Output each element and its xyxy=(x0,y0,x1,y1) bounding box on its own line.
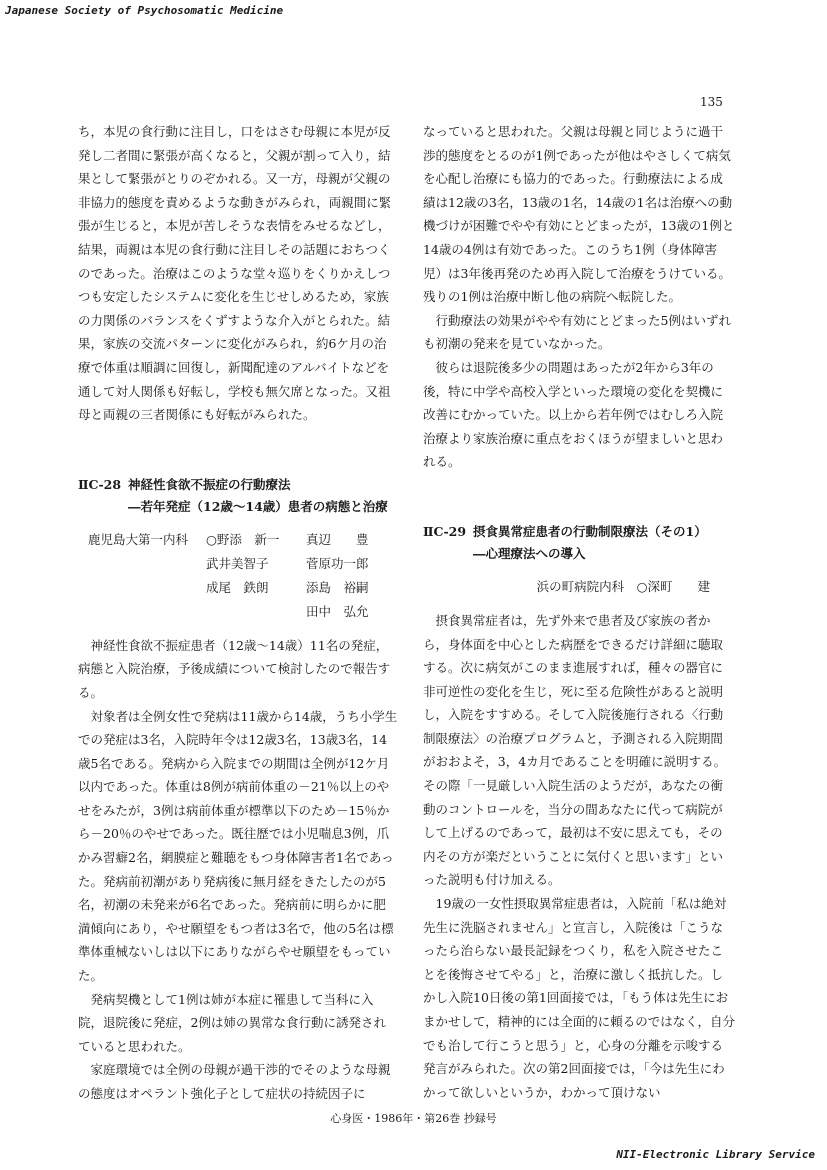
author: 真辺 豊 xyxy=(306,531,369,547)
continuation-paragraph: ち，本児の食行動に注目し，口をはさむ母親に本児が反発し二者間に緊張が高くなると，父親が割って入り，結果として緊張がとりのぞかれる。又一方，母親が父親の非協力的態度を責めるような動きがみられ，両親間に緊張が生じると，本児が苦しそうな表情をみせるなどし，結果，両親は本児の食行動に注目しその話題におちつくのであった。治療はこのような堂々巡りをくりかえしつつも安定したシステムに変化を生じせしめるため，家族の力関係のバランスをくずすような介入がとられた。結果，家族の交流パターンに変化がみられ，約6ケ月の治療で体重は順調に回復し，新聞配達のアルバイトなどを通して対人関係も好転し，学校も無欠席となった。又祖母と両親の三者関係にも好転がみられた。 xyxy=(78,124,392,423)
journal-header: Japanese Society of Psychosomatic Medicine xyxy=(5,4,284,17)
abstract-28-number: ⅡC-28 xyxy=(78,476,122,492)
abstract-28-subtitle: ―若年発症（12歳～14歳）患者の病態と治療 xyxy=(128,498,388,514)
right-paragraph: 行動療法の効果がやや有効にとどまった5例はいずれも初潮の発来を見ていなかった。 xyxy=(423,312,731,352)
author: 成尾 鉄朗 xyxy=(206,579,269,595)
abstract-29-title-line xyxy=(423,521,735,543)
abstract-28-paragraph: 対象者は全例女性で発病は11歳から14歳，うち小学生での発症は3名，入院時年令は12歳3名，13歳3名，14歳5名である。発病から入院までの期間は全例が12ケ月以内であった。体重は8例が病前体重の－21％以上のやせをみたが，3例は病前体重が標準以下のため－15％から－20％のやせであった。既往歴では小児喘息3例，爪かみ習癖2名，網膜症と難聴をもつ身体障害者1名であった。発病前初潮があり発病後に無月経をきたしたのが5名，初潮の未発来が6名であった。発病前に明らかに肥満傾向にあり，やせ願望をもつ者は3名で，他の5名は標準体重械ないしは以下にありながらやせ願望をもっていた。 xyxy=(78,708,398,984)
right-column xyxy=(423,120,735,1104)
left-column xyxy=(78,120,398,1106)
author: 田中 弘允 xyxy=(306,603,369,619)
abstract-29-subtitle: ―心理療法への導入 xyxy=(473,545,586,561)
abstract-28-paragraph: 神経性食欲不振症患者（12歳～14歳）11名の発症，病態と入院治療，予後成績について検討したので報告する。 xyxy=(78,637,391,700)
page-number: 135 xyxy=(700,95,723,109)
abstract-29-affiliation-author: 浜の町病院内科 ○深町 建 xyxy=(536,578,710,594)
abstract-28-paragraph: 家庭環境では全例の母親が過干渉的でそのような母親の態度はオペラント強化子として症状の持続因子に xyxy=(78,1062,391,1101)
author: 添島 裕嗣 xyxy=(306,579,369,595)
right-paragraph: なっていると思われた。父親は母親と同じように過干渉的態度をとるのが1例であったが他はやさしくて病気を心配し治療にも協力的であった。行動療法による成績は12歳の3名，13歳の1名，14歳の1名は治療への動機づけが困難でやや有効にとどまったが，13歳の1例と14歳の4例は有効であった。このうち1例（身体障害児）は3年後再発のため再入院して治療をうけている。残りの1例は治療中断し他の病院へ転院した。 xyxy=(423,124,735,305)
abstract-28-paragraph: 発病契機として1例は姉が本症に罹患して当科に入院，退院後に発症，2例は姉の異常な食行動に誘発されていると思われた。 xyxy=(78,991,386,1054)
abstract-29-paragraph: 摂食異常症者は，先ず外来で患者及び家族の者から，身体面を中心とした病歴をできるだけ詳細に聴取する。次に病気がこのまま進展すれば，種々の器官に非可逆性の変化を生じ，死に至る危険性があると説明し，入院をすすめる。そして入院後施行される〈行動制限療法〉の治療プログラムと，予測される入院期間がおおよそ，3，4カ月であることを明確に説明する。その際「一見厳しい入院生活のようだが，あなたの衝動のコントロールを，当分の間あなたに代って病院がして上げるのであって，最初は不安に思えても，その内その方が楽だということに気付くと思います」といった説明も付け加える。 xyxy=(423,612,727,888)
library-credit: NII-Electronic Library Service xyxy=(616,1148,815,1161)
author: 武井美智子 xyxy=(206,555,269,571)
abstract-28-title-line xyxy=(78,474,398,496)
journal-footer: 心身医・1986年・第26巻 抄録号 xyxy=(330,1112,497,1125)
abstract-29 xyxy=(423,521,735,1104)
abstract-29-number: ⅡC-29 xyxy=(423,523,467,539)
abstract-28 xyxy=(78,474,398,1106)
affiliation: 鹿児島大第一内科 xyxy=(88,531,189,547)
right-paragraph: 彼らは退院後多少の問題はあったが2年から3年の後，特に中学や高校入学といった環境の変化を契機に改善にむかっていた。以上から若年例ではむしろ入院治療より家族治療に重点をおくほうが望ましいと思われる。 xyxy=(423,359,724,470)
author: ○野添 新一 xyxy=(206,531,280,547)
abstract-29-paragraph: 19歳の一女性摂取異常症患者は，入院前「私は絶対先生に洗脳されません」と宣言し，入院後は「こうなったら治らない最長記録をつくり，私を入院させたことを後悔させてやる」と，治療に激しく抵抗した。しかし入院10日後の第1回面接では，「もう体は先生におまかせして，精神的には全面的に頼るのではなく，自分でも治して行こうと思う」と，心身の分離を示唆する発言がみられた。次の第2回面接では，「今は先生にわかって欲しいというか，わかって頂けない xyxy=(423,896,736,1100)
author: 菅原功一郎 xyxy=(306,555,369,571)
abstract-28-authors xyxy=(88,528,398,624)
abstract-29-title: 摂食異常症患者の行動制限療法（その1） xyxy=(473,523,707,539)
abstract-28-title: 神経性食欲不振症の行動療法 xyxy=(128,476,291,492)
